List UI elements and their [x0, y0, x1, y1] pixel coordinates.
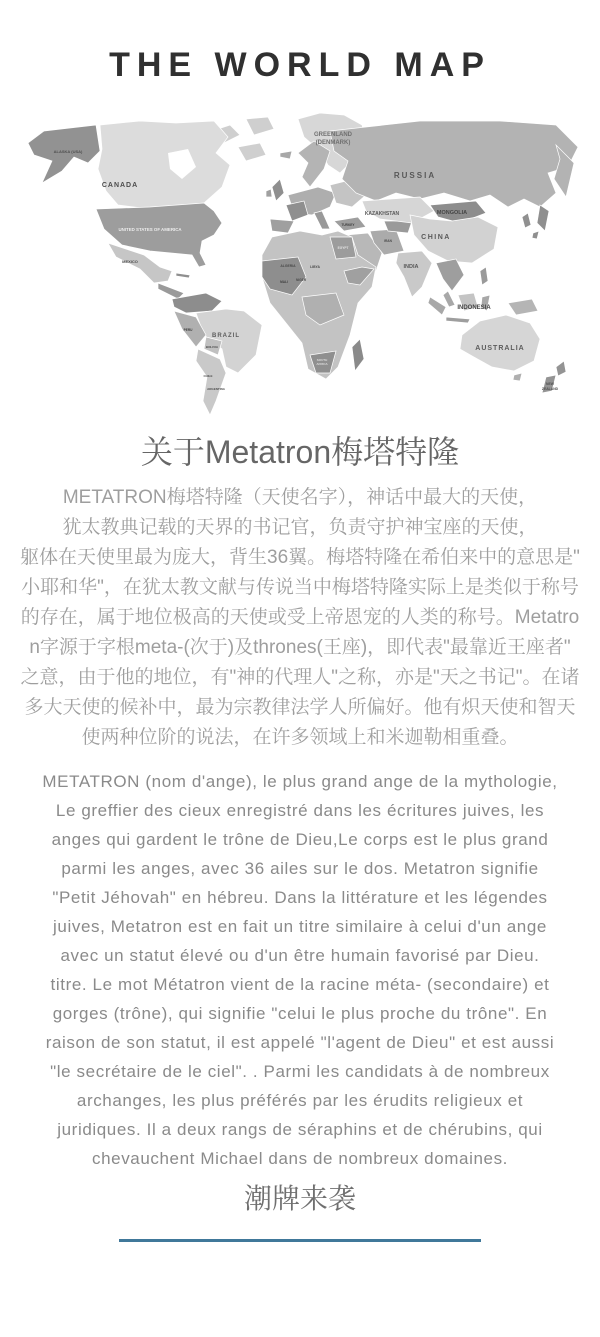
- map-label-libya: LIBYA: [310, 265, 320, 269]
- text-line: juridiques. Il a deux rangs de séraphins et de chérubins, qui: [57, 1120, 543, 1139]
- map-label--denmark-: (DENMARK): [315, 140, 351, 146]
- map-label-alaska-usa-: ALASKA (USA): [53, 149, 83, 154]
- text-line: METATRON (nom d'ange), le plus grand ange de la mythologie,: [42, 772, 558, 791]
- footer-heading: 潮牌来袭: [243, 1183, 356, 1214]
- text-line: juives, Metatron est en fait un titre similaire à celui d'un ange: [53, 917, 547, 936]
- about-paragraph-chinese: [0, 483, 600, 753]
- map-label-china: CHINA: [421, 234, 451, 241]
- text-line: 之意，由于他的地位，有"神的代理人"之称，亦是"天之书记"。在诸: [20, 667, 580, 688]
- text-line: anges qui gardent le trône de Dieu,Le corps est le plus grand: [51, 830, 549, 849]
- map-label-algeria: ALGERIA: [280, 264, 296, 268]
- map-landmasses: [28, 113, 578, 415]
- text-line: titre. Le mot Métatron vient de la racine méta- (secondaire) et: [50, 975, 550, 994]
- map-label-peru: PERU: [183, 328, 193, 332]
- map-label-canada: CANADA: [101, 182, 139, 189]
- text-line: avec un statut élevé ou d'un être humain favorisé par Dieu.: [60, 946, 540, 965]
- map-label-brazil: BRAZIL: [212, 333, 240, 339]
- map-label-greenland: GREENLAND: [313, 132, 353, 138]
- map-label-mali: MALI: [280, 280, 288, 284]
- text-line: Le greffier des cieux enregistré dans les écritures juives, les: [55, 801, 545, 820]
- text-line: 的存在，属于地位极高的天使或受上帝恩宠的人类的称号。Metatro: [20, 607, 580, 628]
- map-label-russia: RUSSIA: [393, 171, 437, 180]
- about-paragraph-french: [0, 767, 600, 1173]
- map-label-mongolia: MONGOLIA: [436, 210, 468, 216]
- text-line: n字源于字根meta-(次于)及thrones(王座)，即代表"最靠近王座者": [29, 637, 571, 658]
- text-line: gorges (trône), qui signifie "celui le plus proche du trône". En: [52, 1004, 548, 1023]
- map-label-india: INDIA: [403, 264, 419, 270]
- text-line: 小耶和华"，在犹太教文献与传说当中梅塔特隆实际上是类似于称号: [21, 577, 579, 598]
- map-label-chile: CHILE: [203, 374, 213, 378]
- text-line: 躯体在天使里最为庞大，背生36翼。梅塔特隆在希伯来中的意思是": [20, 547, 580, 568]
- map-label-zealand: ZEALAND: [541, 387, 559, 391]
- text-line: chevauchent Michael dans de nombreux domaines.: [91, 1149, 508, 1168]
- text-line: 多大天使的候补中，最为宗教律法学人所偏好。他有炽天使和智天: [24, 697, 576, 718]
- text-line: raison de son statut, il est appelé "l'agent de Dieu" et est aussi: [45, 1033, 555, 1052]
- about-heading: 关于Metatron梅塔特隆: [140, 434, 460, 470]
- page-title: THE WORLD MAP: [109, 46, 491, 84]
- divider-line: [119, 1239, 481, 1242]
- map-label-bolivia: BOLIVIA: [205, 345, 219, 349]
- text-line: METATRON梅塔特隆（天使名字），神话中最大的天使，: [62, 487, 538, 508]
- text-line: "le secrétaire de le ciel". . Parmi les candidats à de nombreux: [50, 1062, 550, 1081]
- text-line: 使两种位阶的说法，在许多领域上和米迦勒相重叠。: [81, 727, 519, 748]
- text-line: 犹太教典记载的天界的书记官，负责守护神宝座的天使，: [62, 517, 538, 538]
- map-label-africa: AFRICA: [316, 362, 328, 366]
- map-label-australia: AUSTRALIA: [475, 345, 525, 352]
- world-map-svg: [0, 109, 600, 419]
- text-line: parmi les anges, avec 36 ailes sur le dos. Metatron signifie: [61, 859, 539, 878]
- map-label-mexico: MEXICO: [122, 259, 138, 264]
- map-label-indonesia: INDONESIA: [457, 305, 491, 311]
- map-label-egypt: EGYPT: [337, 246, 349, 250]
- text-line: archanges, les plus préférés par les érudits religieux et: [76, 1091, 524, 1110]
- map-label-united-states-of-america: UNITED STATES OF AMERICA: [118, 227, 182, 232]
- map-label-argentina: ARGENTINA: [207, 387, 225, 391]
- text-line: "Petit Jéhovah" en hébreu. Dans la littérature et les légendes: [52, 888, 548, 907]
- map-label-turkey: TURKEY: [341, 223, 355, 227]
- map-label-kazakhstan: KAZAKHSTAN: [364, 211, 400, 217]
- map-label-niger: NIGER: [295, 278, 307, 282]
- map-label-south: SOUTH: [316, 358, 328, 362]
- map-label-iran: IRAN: [384, 239, 392, 243]
- map-label-new: NEW: [546, 382, 554, 386]
- world-map-image: [0, 109, 600, 419]
